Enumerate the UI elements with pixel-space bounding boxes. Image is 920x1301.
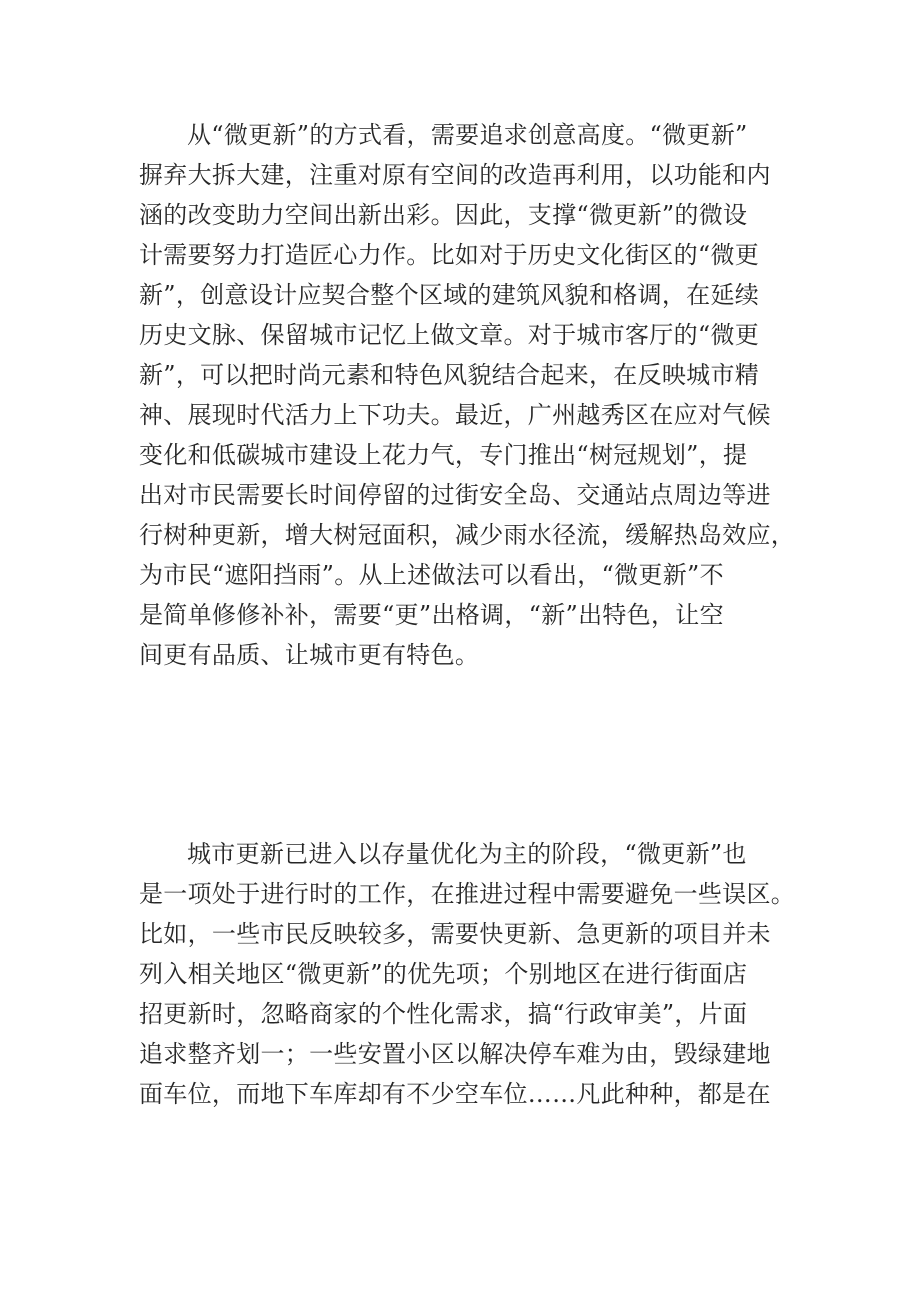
paragraph-1 <box>139 115 809 675</box>
text-line: 计需要努力打造匠心力作。比如对于历史文化街区的“微更 <box>139 241 760 269</box>
text-line: 列入相关地区“微更新”的优先项；个别地区在进行街面店 <box>139 960 748 988</box>
text-line: 变化和低碳城市建设上花力气，专门推出“树冠规划”，提 <box>139 441 748 469</box>
text-line: 是一项处于进行时的工作，在推进过程中需要避免一些误区。 <box>139 880 796 908</box>
text-line: 历史文脉、保留城市记忆上做文章。对于城市客厅的“微更 <box>139 321 760 349</box>
text-line: 招更新时，忽略商家的个性化需求，搞“行政审美”，片面 <box>139 1000 748 1028</box>
text-line: 从“微更新”的方式看，需要追求创意高度。“微更新” <box>187 121 748 149</box>
text-line: 涵的改变助力空间出新出彩。因此，支撑“微更新”的微设 <box>139 201 748 229</box>
text-line: 神、展现时代活力上下功夫。最近，广州越秀区在应对气候 <box>139 401 771 429</box>
text-line: 间更有品质、让城市更有特色。 <box>139 641 480 669</box>
text-line: 面车位，而地下车库却有不少空车位……凡此种种，都是在 <box>139 1080 771 1108</box>
text-line: 出对市民需要长时间停留的过街安全岛、交通站点周边等进 <box>139 481 771 509</box>
text-line: 城市更新已进入以存量优化为主的阶段，“微更新”也 <box>187 840 747 868</box>
text-line: 新”，创意设计应契合整个区域的建筑风貌和格调，在延续 <box>139 281 760 309</box>
text-line: 为市民“遮阳挡雨”。从上述做法可以看出，“微更新”不 <box>139 561 724 589</box>
text-line: 是简单修修补补，需要“更”出格调，“新”出特色，让空 <box>139 601 724 629</box>
text-line: 行树种更新，增大树冠面积，减少雨水径流，缓解热岛效应， <box>139 521 796 549</box>
text-line: 摒弃大拆大建，注重对原有空间的改造再利用，以功能和内 <box>139 161 771 189</box>
paragraph-2 <box>139 834 809 1114</box>
text-line: 新”，可以把时尚元素和特色风貌结合起来，在反映城市精 <box>139 361 760 389</box>
text-line: 比如，一些市民反映较多，需要快更新、急更新的项目并未 <box>139 920 771 948</box>
text-line: 追求整齐划一；一些安置小区以解决停车难为由，毁绿建地 <box>139 1040 771 1068</box>
